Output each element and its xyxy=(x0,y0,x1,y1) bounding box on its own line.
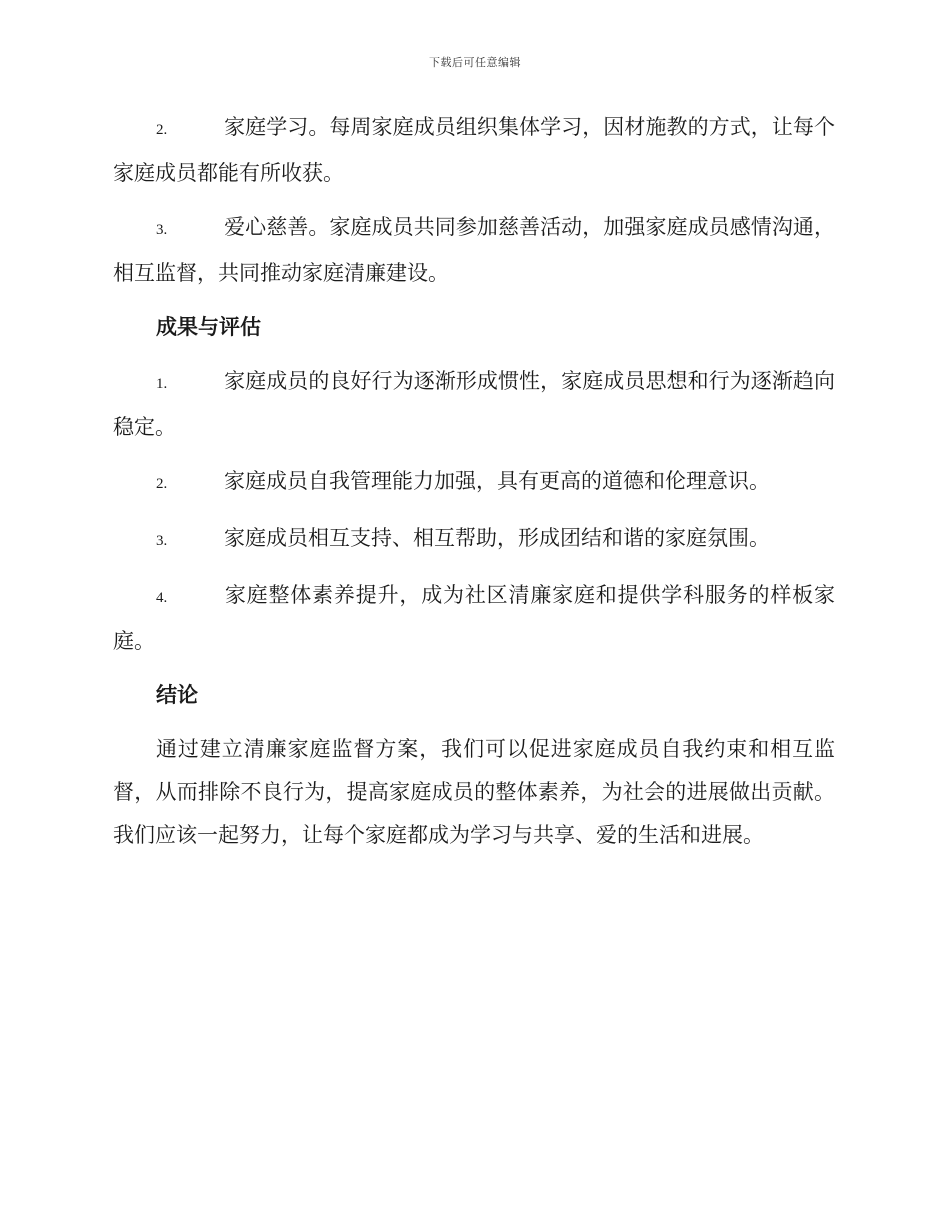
results-heading: 成果与评估 xyxy=(156,315,261,339)
item-text: 爱心慈善。家庭成员共同参加慈善活动，加强家庭成员感情沟通，相互监督，共同推动家庭清廉建设。 xyxy=(113,215,835,285)
item-text: 家庭学习。每周家庭成员组织集体学习，因材施教的方式，让每个家庭成员都能有所收获。 xyxy=(113,115,835,185)
item-text: 家庭成员的良好行为逐渐形成惯性，家庭成员思想和行为逐渐趋向稳定。 xyxy=(113,369,835,439)
item-number: 2. xyxy=(156,122,168,138)
item-number: 3. xyxy=(156,222,168,238)
conclusion-heading: 结论 xyxy=(156,683,198,707)
item-number: 1. xyxy=(156,376,168,392)
item-number: 2. xyxy=(156,476,168,492)
item-text: 家庭成员自我管理能力加强，具有更高的道德和伦理意识。 xyxy=(224,469,770,493)
item-text: 家庭成员相互支持、相互帮助，形成团结和谐的家庭氛围。 xyxy=(224,526,770,550)
document-body xyxy=(113,106,835,868)
result-item xyxy=(113,574,835,663)
item-text: 家庭整体素养提升，成为社区清廉家庭和提供学科服务的样板家庭。 xyxy=(113,583,835,653)
measure-item xyxy=(113,206,835,295)
page-header: 下载后可任意编辑 xyxy=(429,56,521,69)
measure-item xyxy=(113,106,835,195)
result-item xyxy=(113,460,835,506)
result-item xyxy=(113,517,835,563)
item-number: 3. xyxy=(156,533,168,549)
item-number: 4. xyxy=(156,590,168,606)
result-item xyxy=(113,360,835,449)
conclusion-paragraph: 通过建立清廉家庭监督方案，我们可以促进家庭成员自我约束和相互监督，从而排除不良行为，提高家庭成员的整体素养，为社会的进展做出贡献。我们应该一起努力，让每个家庭都成为学习与共享、爱的生活和进展。 xyxy=(113,737,835,847)
